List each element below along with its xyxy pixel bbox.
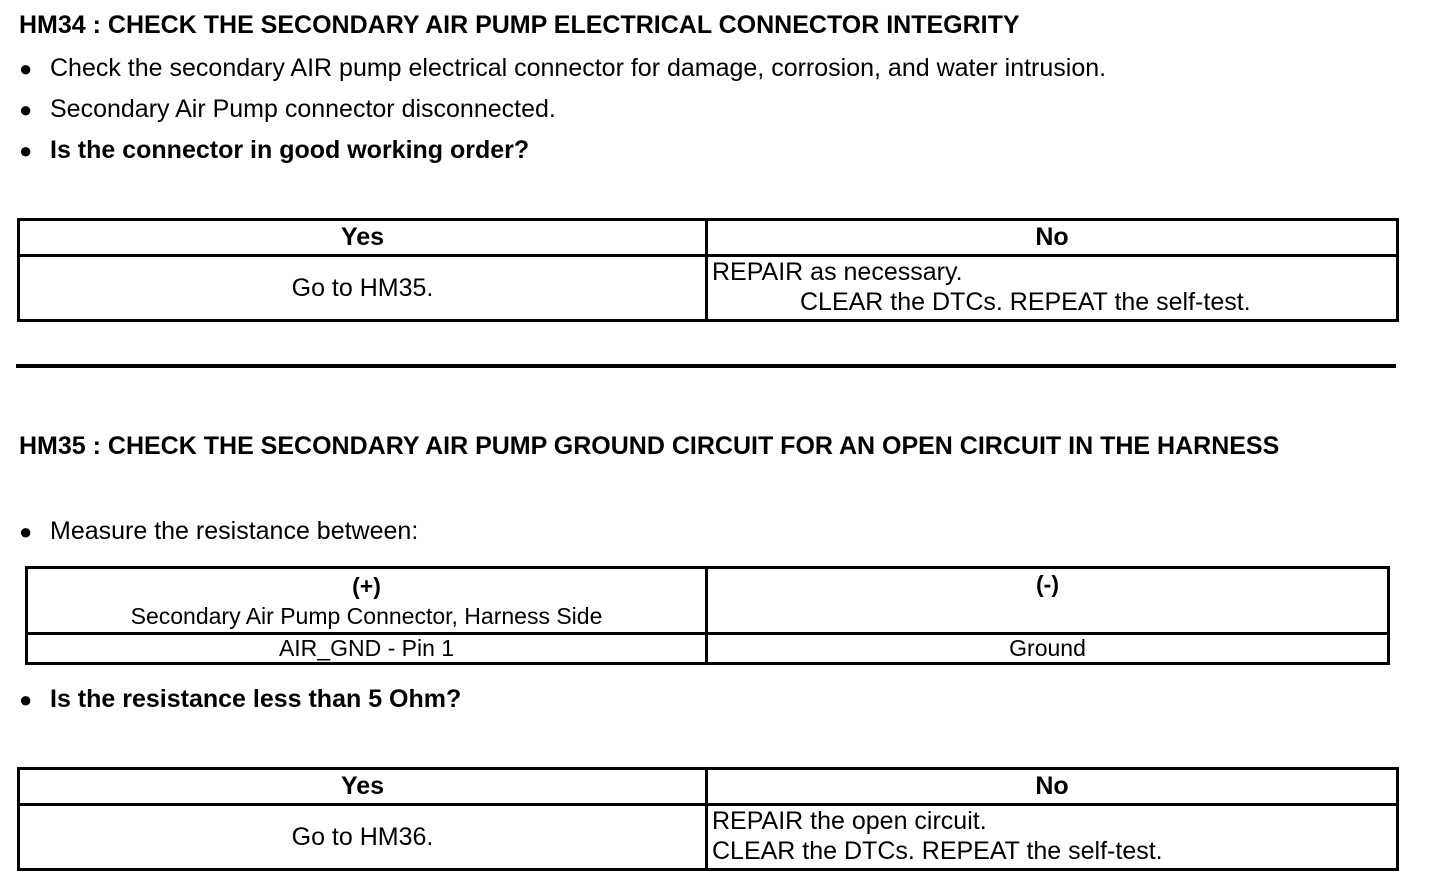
no-action <box>707 256 1398 321</box>
yes-header: Yes <box>19 769 707 805</box>
table-row <box>19 256 1398 321</box>
bullet-icon: ● <box>19 97 33 122</box>
yes-action: Go to HM36. <box>19 805 707 870</box>
table-header-row <box>27 568 1389 634</box>
bullet-icon: ● <box>19 56 33 81</box>
yes-header: Yes <box>19 220 707 256</box>
bullet-icon: ● <box>19 138 33 163</box>
minus-value: Ground <box>707 634 1389 664</box>
plus-subheader: Secondary Air Pump Connector, Harness Side <box>130 602 603 629</box>
hm35-bullet-question <box>19 684 461 715</box>
bullet-icon: ● <box>19 687 33 712</box>
table-row <box>27 634 1389 664</box>
plus-value: AIR_GND - Pin 1 <box>27 634 707 664</box>
no-action-line2: CLEAR the DTCs. REPEAT the self-test. <box>712 837 1163 865</box>
bullet-text: Measure the resistance between: <box>50 517 419 545</box>
hm34-bullet-inspect <box>19 53 1106 84</box>
bullet-text: Is the connector in good working order? <box>50 136 530 164</box>
hm35-heading: HM35 : CHECK THE SECONDARY AIR PUMP GROUND CIRCUIT FOR AN OPEN CIRCUIT IN THE HARNESS <box>19 432 1280 460</box>
table-row <box>19 805 1398 870</box>
table-header-row <box>19 220 1398 256</box>
minus-header: (-) <box>707 568 1389 634</box>
no-action <box>707 805 1398 870</box>
no-action-line2: CLEAR the DTCs. REPEAT the self-test. <box>800 288 1251 316</box>
yes-action: Go to HM35. <box>19 256 707 321</box>
bullet-text: Secondary Air Pump connector disconnected. <box>50 95 556 123</box>
bullet-icon: ● <box>19 519 33 544</box>
section-divider <box>16 364 1396 368</box>
table-header-row <box>19 769 1398 805</box>
bullet-text: Check the secondary AIR pump electrical connector for damage, corrosion, and water intrusion. <box>50 54 1107 82</box>
hm35-result-table <box>17 767 1399 871</box>
no-action-line1: REPAIR the open circuit. <box>712 807 987 835</box>
bullet-text: Is the resistance less than 5 Ohm? <box>50 685 462 713</box>
hm34-bullet-disconnected <box>19 94 556 125</box>
plus-header-cell <box>27 568 707 634</box>
hm34-result-table <box>17 218 1399 322</box>
no-header: No <box>707 220 1398 256</box>
hm34-bullet-question <box>19 135 529 166</box>
hm34-heading: HM34 : CHECK THE SECONDARY AIR PUMP ELECTRICAL CONNECTOR INTEGRITY <box>19 11 1020 39</box>
no-header: No <box>707 769 1398 805</box>
hm35-bullet-measure <box>19 516 418 547</box>
plus-header: (+) <box>352 572 381 599</box>
no-action-line1: REPAIR as necessary. <box>712 258 963 286</box>
hm35-measure-table <box>25 566 1390 665</box>
